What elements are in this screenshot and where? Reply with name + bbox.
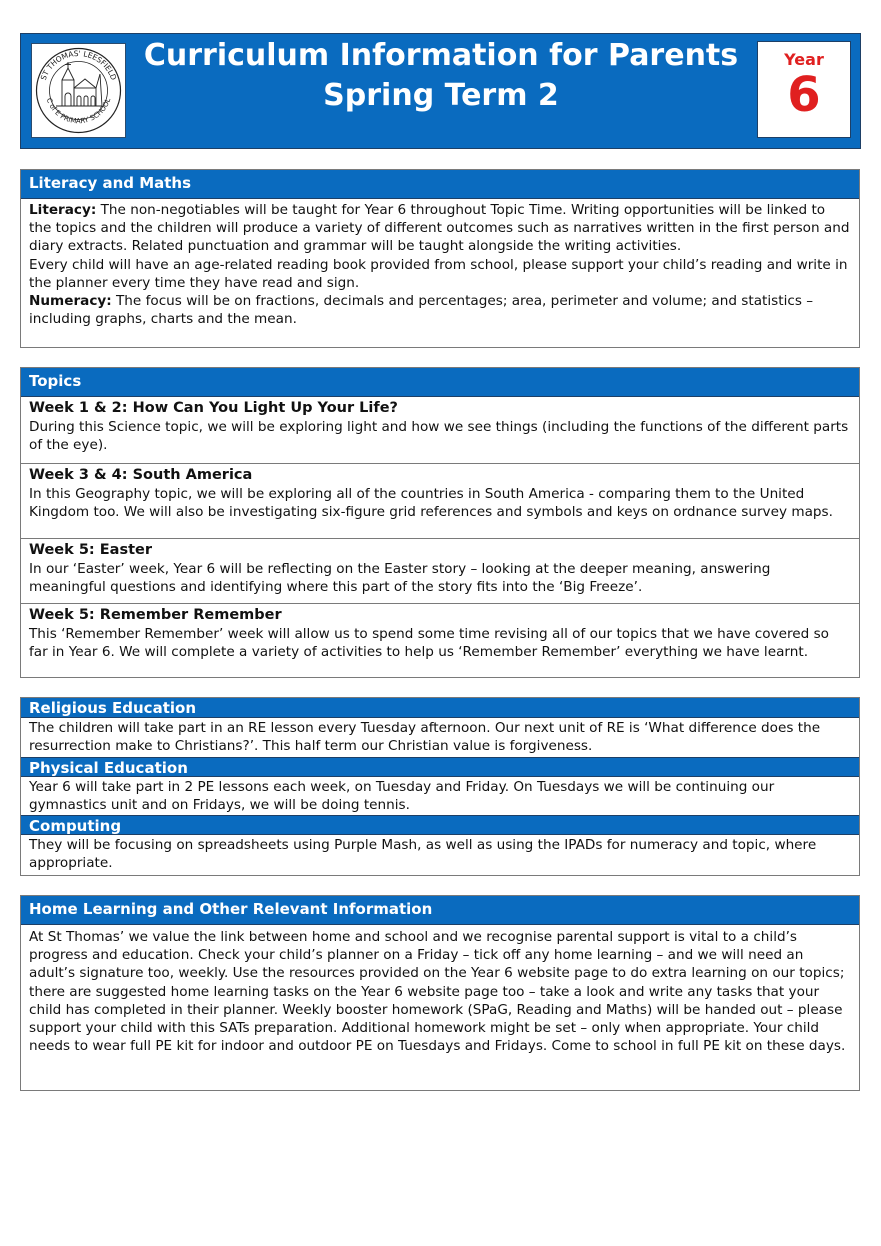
subject-heading: Physical Education bbox=[21, 757, 859, 777]
subject-physical-education bbox=[21, 757, 859, 815]
topic-text: In this Geography topic, we will be exploring all of the countries in South America - comparing them to the United Kingdom too. We will also be investigating six-figure grid references and symbols and keys on ordnance survey maps. bbox=[29, 486, 833, 521]
topic-title: Week 5: Easter bbox=[29, 542, 153, 558]
logo-text-top: ST THOMAS' LEESFIELD bbox=[38, 48, 119, 82]
title-line-1: Curriculum Information for Parents bbox=[143, 38, 739, 73]
literacy-maths-section bbox=[20, 169, 860, 348]
literacy-text: The non-negotiables will be taught for Year 6 throughout Topic Time. Writing opportunities will be linked to the topics and the children will produce a variety of different outcomes such as narratives written in the first person and diary extracts. Related punctuation and grammar will be taught alongside the writing activities. bbox=[29, 202, 850, 255]
subject-heading: Computing bbox=[21, 815, 859, 835]
year-label: Year bbox=[784, 50, 824, 69]
topic-title: Week 1 & 2: How Can You Light Up Your Life? bbox=[29, 400, 398, 416]
title-line-2: Spring Term 2 bbox=[323, 78, 559, 113]
subject-heading: Religious Education bbox=[21, 698, 859, 718]
subject-text: Year 6 will take part in 2 PE lessons each week, on Tuesday and Friday. On Tuesdays we will be continuing our gymnastics unit and on Fridays, we will be doing tennis. bbox=[29, 779, 775, 813]
subject-religious-education bbox=[21, 698, 859, 757]
home-learning-body bbox=[21, 925, 859, 1055]
literacy-maths-heading: Literacy and Maths bbox=[21, 170, 859, 199]
reading-paragraph: Every child will have an age-related reading book provided from school, please support your child’s reading and write in the planner every time they have read and sign. bbox=[29, 256, 848, 291]
numeracy-label: Numeracy: bbox=[29, 293, 112, 310]
literacy-maths-body bbox=[21, 199, 859, 328]
page-title bbox=[131, 36, 751, 116]
literacy-paragraph bbox=[29, 201, 851, 256]
home-learning-text: At St Thomas’ we value the link between home and school and we recognise parental support is vital to a child’s progress and education. Check your child’s planner on a Friday – tick off any home learning – and we will need an adult’s signature too, weekly. Use the resources provided on the Year 6 website page to do extra learning on our topics; there are suggested home learning tasks on the Year 6 website page too – take a look and write any tasks that your child has completed in their planner. Weekly booster homework (SPaG, Reading and Maths) will be handed out – please support your child with this SATs preparation. Additional homework might be set – only when appropriate. Your child needs to wear full PE kit for indoor and outdoor PE on Tuesdays and Fridays. Come to school in full PE kit on these days. bbox=[29, 929, 846, 1055]
topics-heading: Topics bbox=[21, 368, 859, 397]
school-crest-icon bbox=[32, 44, 125, 137]
topic-text: During this Science topic, we will be exploring light and how we see things (including the functions of the different parts of the eye). bbox=[29, 419, 849, 454]
subjects-section bbox=[20, 697, 860, 876]
literacy-label: Literacy: bbox=[29, 202, 97, 218]
topics-section bbox=[20, 367, 860, 678]
year-badge bbox=[757, 41, 851, 138]
numeracy-text: The focus will be on fractions, decimals and percentages; area, perimeter and volume; and statistics – including graphs, charts and the mean. bbox=[29, 293, 814, 328]
home-learning-section bbox=[20, 895, 860, 1091]
topic-text: This ‘Remember Remember’ week will allow us to spend some time revising all of our topics that we have covered so far in Year 6. We will complete a variety of activities to help us ‘Remember Remember’ everything we have learnt. bbox=[29, 626, 829, 661]
topic-item bbox=[21, 538, 859, 603]
logo-text-bottom: C of E PRIMARY SCHOOL bbox=[44, 97, 113, 126]
school-logo bbox=[31, 43, 126, 138]
home-learning-heading: Home Learning and Other Relevant Information bbox=[21, 896, 859, 925]
topic-item bbox=[21, 603, 859, 677]
topic-item bbox=[21, 397, 859, 463]
topic-title: Week 5: Remember Remember bbox=[29, 607, 282, 623]
year-number: 6 bbox=[787, 67, 821, 123]
numeracy-paragraph bbox=[29, 292, 851, 328]
subject-computing bbox=[21, 815, 859, 875]
page-header bbox=[20, 33, 861, 149]
topic-title: Week 3 & 4: South America bbox=[29, 467, 253, 483]
topic-item bbox=[21, 463, 859, 538]
subject-text: They will be focusing on spreadsheets using Purple Mash, as well as using the IPADs for numeracy and topic, where appropriate. bbox=[29, 837, 817, 871]
subject-text: The children will take part in an RE lesson every Tuesday afternoon. Our next unit of RE is ‘What difference does the resurrection make to Christians?’. This half term our Christian value is forgiveness. bbox=[29, 720, 821, 754]
topic-text: In our ‘Easter’ week, Year 6 will be reflecting on the Easter story – looking at the deeper meaning, answering meaningful questions and identifying where this part of the story fits into the ‘Big Freeze’. bbox=[29, 561, 771, 596]
